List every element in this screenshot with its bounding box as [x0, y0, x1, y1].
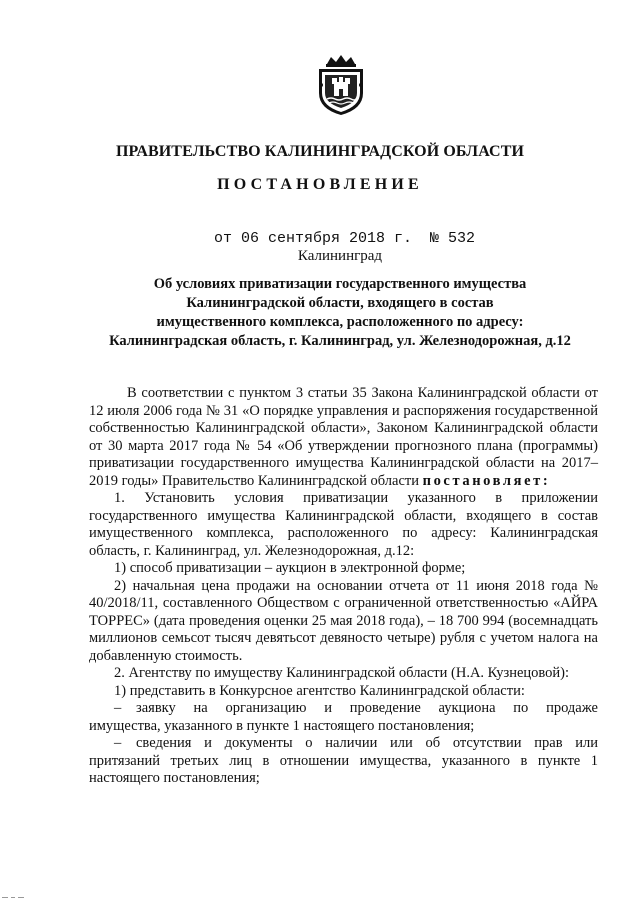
dash-item-1 [89, 700, 598, 718]
item-1-2-paragraph: 2) начальная цена продажи на основании отчета от 11 июня 2018 года № 40/2018/11, составленного Обществом с ограниченной ответственностью «АЙРА ТОРРЕС» (дата проведения оценки 25 мая 2018 года), – 18 700 994 (восемнадцать миллионов семьсот тысяч девятьсот девяносто четыре) рубля с учетом налога на добавленную стоимость. [89, 577, 598, 664]
dash-item-text: заявку на организацию и проведение аукциона по продаже [136, 700, 598, 716]
coat-of-arms-icon [315, 55, 367, 117]
dash-item-text: сведения и документы о наличии или об отсутствии прав или [136, 735, 598, 751]
decree-heading [80, 275, 600, 351]
dash-item-continuation: имущества, указанного в пункте 1 настоящего постановления; [89, 717, 475, 734]
government-title: ПРАВИТЕЛЬСТВО КАЛИНИНГРАДСКОЙ ОБЛАСТИ [115, 143, 525, 160]
dash-item-continuation: настоящего постановления; [89, 770, 260, 786]
item-2-paragraph: 2. Агентству по имуществу Калининградской области (Н.А. Кузнецовой): [114, 665, 570, 681]
dash-item-continuation: притязаний третьих лиц в отношении имущества, указанного в пункте 1 [89, 752, 598, 769]
decree-body [89, 385, 598, 788]
scan-artifact-mark [2, 896, 28, 899]
dash-marker: – [114, 700, 122, 716]
heading-line: Об условиях приватизации государственного имущества [153, 276, 527, 292]
city-name: Калининград [297, 248, 383, 264]
heading-line: Калининградской области, входящего в состав [186, 295, 494, 311]
dash-marker: – [114, 735, 122, 751]
decree-date-number: от 06 сентября 2018 г. № 532 [214, 230, 476, 247]
dash-item-2 [89, 735, 598, 753]
preamble-paragraph [89, 385, 598, 490]
item-2-1-paragraph: 1) представить в Конкурсное агентство Калининградской области: [114, 682, 525, 699]
document-type-title: ПОСТАНОВЛЕНИЕ [217, 176, 423, 193]
item-1-1-paragraph: 1) способ приватизации – аукцион в электронной форме; [114, 560, 466, 576]
heading-line: Калининградская область, г. Калининград, ул. Железнодорожная, д.12 [109, 333, 571, 349]
item-1-paragraph: 1. Установить условия приватизации указанного в приложении государственного имущества Калининградской области, входящего в состав имущественного комплекса, расположенного по адресу: Калининградская область, г. Калининград, ул. Железнодорожная, д.12: [89, 490, 598, 559]
preamble-text: В соответствии с пунктом 3 статьи 35 Закона Калининградской области от 12 июля 2006 года № 31 «О порядке управления и распоряжения государственной собственностью Калининградской области», Законом Калининградской области от 30 марта 2017 года № 54 «Об утверждении прогнозного плана (программы) приватизации государственного имущества Калининградской области на 2017–2019 годы» Правительство Калининградской области [89, 385, 598, 489]
resolves-keyword: постановляет: [422, 472, 551, 489]
heading-line: имущественного комплекса, расположенного по адресу: [156, 314, 524, 330]
